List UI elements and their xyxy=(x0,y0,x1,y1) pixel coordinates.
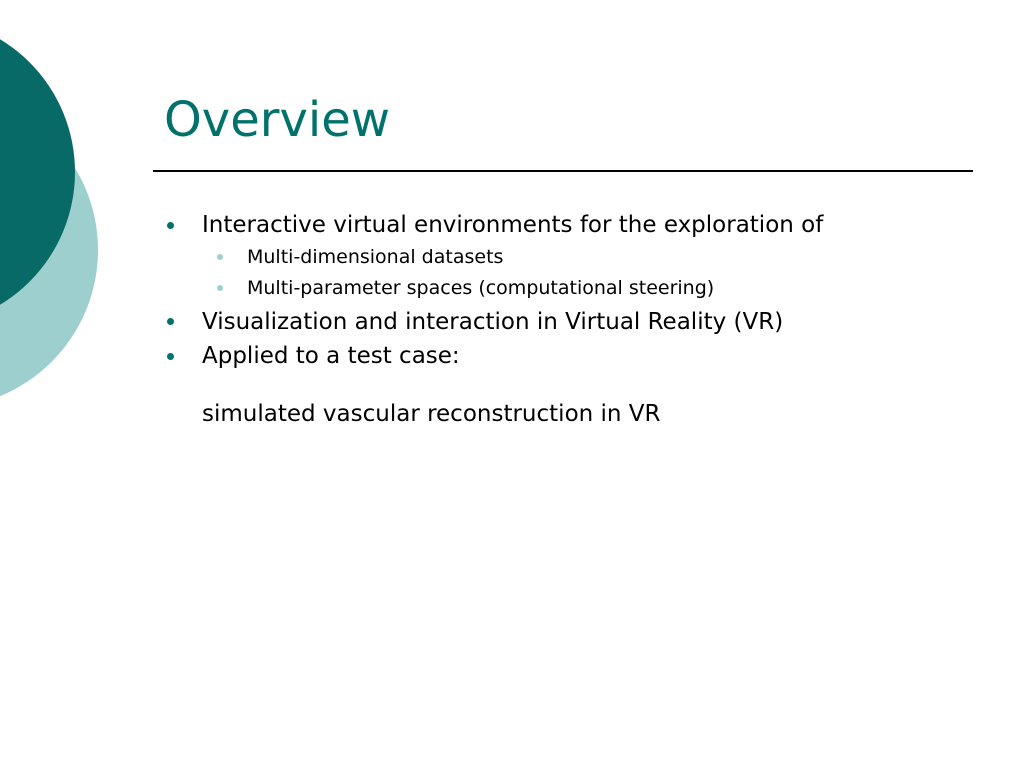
bullet-marker xyxy=(167,318,174,325)
bullet-item-visualization: Visualization and interaction in Virtual Reality (VR) xyxy=(202,309,784,335)
bullet-item-interactive-environments: Interactive virtual environments for the exploration of xyxy=(202,212,824,238)
bullet-item-test-case: Applied to a test case: xyxy=(202,343,460,369)
sub-bullet-item-datasets: Multi-dimensional datasets xyxy=(247,246,504,268)
bullet-marker xyxy=(167,222,174,229)
bullet-continuation-text: simulated vascular reconstruction in VR xyxy=(202,401,661,427)
bullet-marker xyxy=(167,353,174,360)
sub-bullet-item-parameter-spaces: Multi-parameter spaces (computational steering) xyxy=(247,277,715,299)
slide-title: Overview xyxy=(164,92,390,148)
sub-bullet-marker xyxy=(217,285,223,291)
sub-bullet-marker xyxy=(217,254,223,260)
